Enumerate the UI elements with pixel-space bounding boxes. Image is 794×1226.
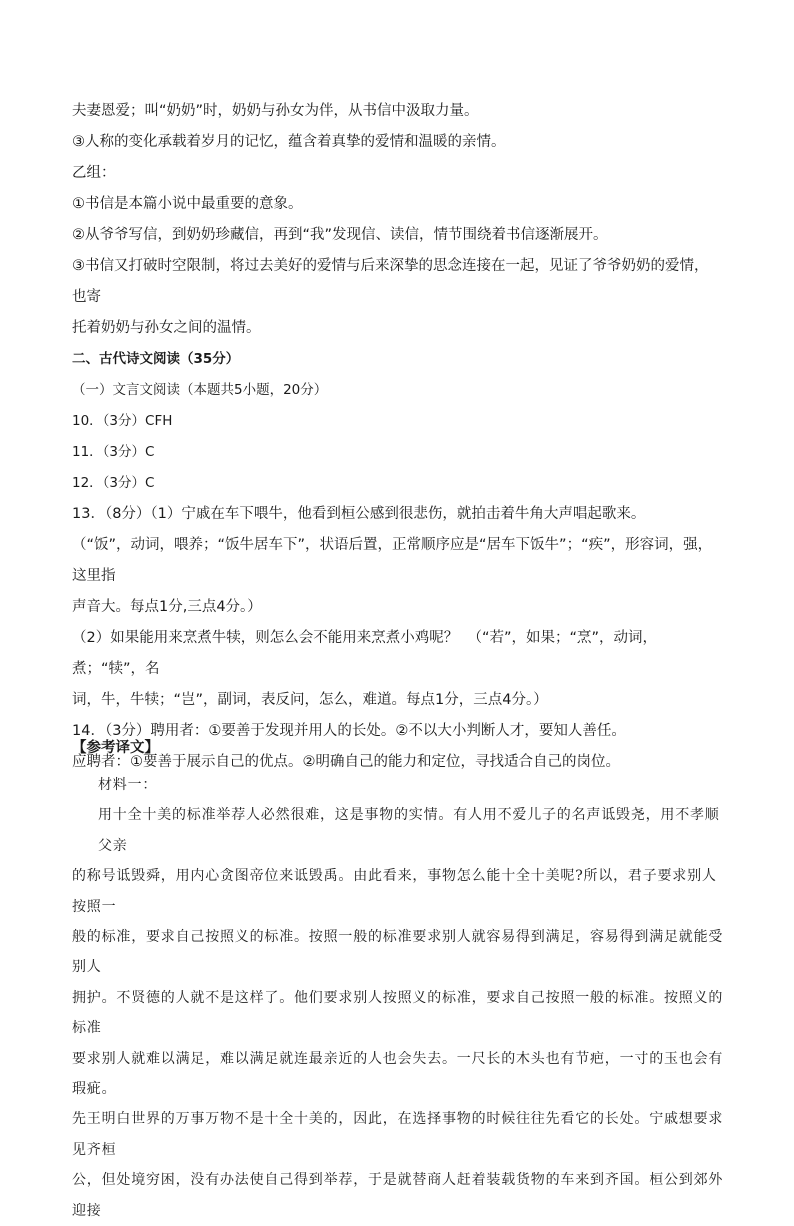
answer-q13-line: （“饭”，动词，喂养；“饭牛居车下”，状语后置，正常顺序应是“居车下饭牛”；“疾”，形容词，强，这里指 <box>72 537 713 584</box>
answer-q13-line: （2）如果能用来烹煮牛犊，则怎么会不能用来烹煮小鸡呢？ （“若”，如果；“烹”，动词，煮；“犊”，名 <box>72 630 657 677</box>
paragraph: ③人称的变化承载着岁月的记忆，蕴含着真挚的爱情和温暖的亲情。 <box>72 134 506 150</box>
section-ancient-reading <box>72 344 722 778</box>
translation-line: 公，但处境穷困，没有办法使自己得到举荐，于是就替商人赶着装载货物的车来到齐国。桓公到郊外迎接 <box>72 1172 724 1219</box>
answer-q13-line: 声音大。每点1分,三点4分。） <box>72 599 262 615</box>
material-label: 材料一： <box>98 777 158 793</box>
group-b-title: 乙组： <box>72 165 116 181</box>
translation-line: 的称号诋毁舜，用内心贪图帝位来诋毁禹。由此看来，事物怎么能十全十美呢?所以，君子要求别人按照一 <box>72 868 717 915</box>
translation-line: 先王明白世界的万事万物不是十全十美的，因此，在选择事物的时候往往先看它的长处。宁戚想要求见齐桓 <box>72 1111 724 1158</box>
group-b-item: ②从爷爷写信，到奶奶珍藏信，再到“我”发现信、读信，情节围绕着书信逐渐展开。 <box>72 227 608 243</box>
translation-line: 拥护。不贤德的人就不是这样了。他们要求别人按照义的标准，要求自己按照一般的标准。按照义的标准 <box>72 989 724 1037</box>
group-a-continuation <box>72 96 722 158</box>
answer-q11: 11．（3分）C <box>72 444 155 460</box>
translation-line: 用十全十美的标准举荐人必然很难，这是事物的实情。有人用不爱儿子的名声诋毁尧，用不孝顺父亲 <box>98 807 720 854</box>
answer-q13-line: 13．（8分）（1）宁戚在车下喂牛，他看到桓公感到很悲伤，就拍击着牛角大声唱起歌来。 <box>72 506 646 522</box>
answer-q10: 10．（3分）CFH <box>72 413 173 429</box>
translation-body <box>72 770 724 1226</box>
translation-heading: 【参考译文】 <box>72 740 159 756</box>
answer-q13-line: 词，牛，牛犊；“岂”，副词，表反问，怎么，难道。每点1分，三点4分。） <box>72 692 548 708</box>
group-b-item: 托着奶奶与孙女之间的温情。 <box>72 320 261 336</box>
group-b-item: ①书信是本篇小说中最重要的意象。 <box>72 196 303 212</box>
section-title: 二、古代诗文阅读（35分） <box>72 351 240 367</box>
translation-heading-block <box>72 733 722 764</box>
answer-q12: 12．（3分）C <box>72 475 155 491</box>
translation-line: 要求别人就难以满足，难以满足就连最亲近的人也会失去。一尺长的木头也有节疤，一寸的玉也会有瑕疵。 <box>72 1050 724 1098</box>
subsection-title: （一）文言文阅读（本题共5小题，20分） <box>72 382 328 398</box>
answer-q14-line: 应聘者：①要善于展示自己的优点。②明确自己的能力和定位，寻找适合自己的岗位。 <box>72 754 620 770</box>
group-b-item: ③书信又打破时空限制，将过去美好的爱情与后来深挚的思念连接在一起，见证了爷爷奶奶的爱情，也寄 <box>72 258 709 305</box>
paragraph: 夫妻恩爱；叫“奶奶”时，奶奶与孙女为伴，从书信中汲取力量。 <box>72 103 479 119</box>
group-b <box>72 158 722 344</box>
translation-line: 般的标准，要求自己按照义的标准。按照一般的标准要求别人就容易得到满足，容易得到满足就能受别人 <box>72 929 724 976</box>
answer-q14-line: 14．（3分）聘用者：①要善于发现并用人的长处。②不以大小判断人才，要知人善任。 <box>72 723 626 739</box>
